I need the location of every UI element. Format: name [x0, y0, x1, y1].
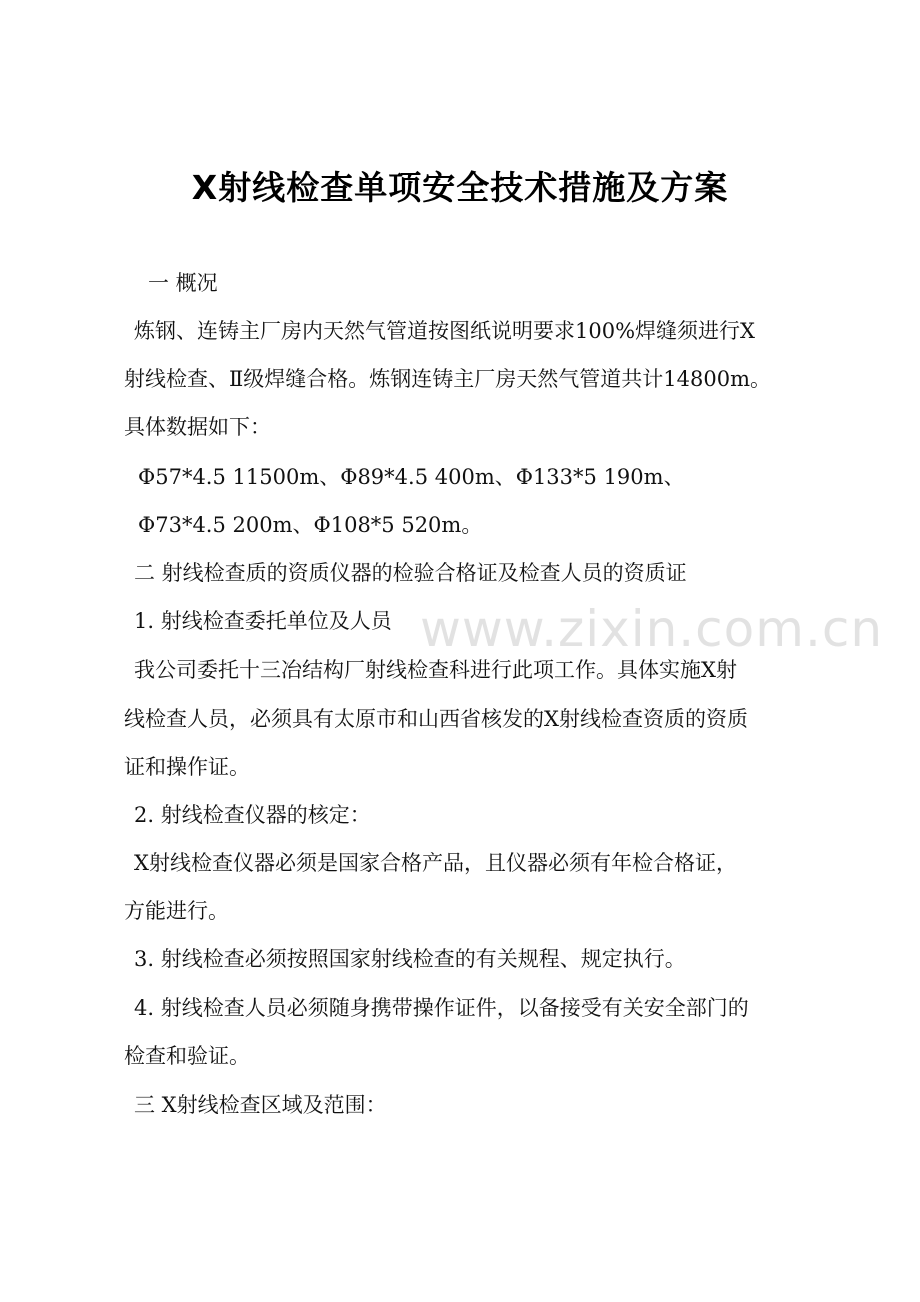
- section-heading-qualification: 二 射线检查质的资质仪器的检验合格证及检查人员的资质证: [134, 561, 687, 585]
- paragraph-line: 具体数据如下：: [124, 415, 271, 439]
- subheading-line: 1. 射线检查委托单位及人员: [134, 609, 392, 633]
- paragraph-line: 炼钢、连铸主厂房内天然气管道按图纸说明要求100%焊缝须进行X: [134, 319, 755, 343]
- paragraph-line: 射线检查、Ⅱ级焊缝合格。炼钢连铸主厂房天然气管道共计14800m。: [124, 367, 771, 391]
- paragraph-line: X射线检查仪器必须是国家合格产品，且仪器必须有年检合格证，: [134, 851, 737, 875]
- paragraph-line: 检查和验证。: [124, 1044, 250, 1068]
- subheading-line: 3. 射线检查必须按照国家射线检查的有关规程、规定执行。: [134, 947, 686, 971]
- section-heading-area: 三 X射线检查区域及范围：: [134, 1093, 387, 1117]
- paragraph-line: 方能进行。: [124, 899, 229, 923]
- paragraph-line: 线检查人员，必须具有太原市和山西省核发的X射线检查资质的资质: [124, 707, 748, 731]
- subheading-line: 4. 射线检查人员必须随身携带操作证件，以备接受有关安全部门的: [134, 996, 749, 1020]
- document-title: X射线检查单项安全技术措施及方案: [191, 168, 729, 207]
- watermark: www.zixin.com.cn: [420, 600, 884, 658]
- section-heading-overview: 一 概况: [148, 271, 218, 295]
- pipe-data-line: Φ73*4.5 200m、Φ108*5 520m。: [138, 513, 483, 537]
- paragraph-line: 证和操作证。: [124, 755, 250, 779]
- paragraph-line: 我公司委托十三冶结构厂射线检查科进行此项工作。具体实施X射: [134, 658, 737, 682]
- subheading-line: 2. 射线检查仪器的核定：: [134, 803, 371, 827]
- pipe-data-line: Φ57*4.5 11500m、Φ89*4.5 400m、Φ133*5 190m、: [138, 465, 685, 489]
